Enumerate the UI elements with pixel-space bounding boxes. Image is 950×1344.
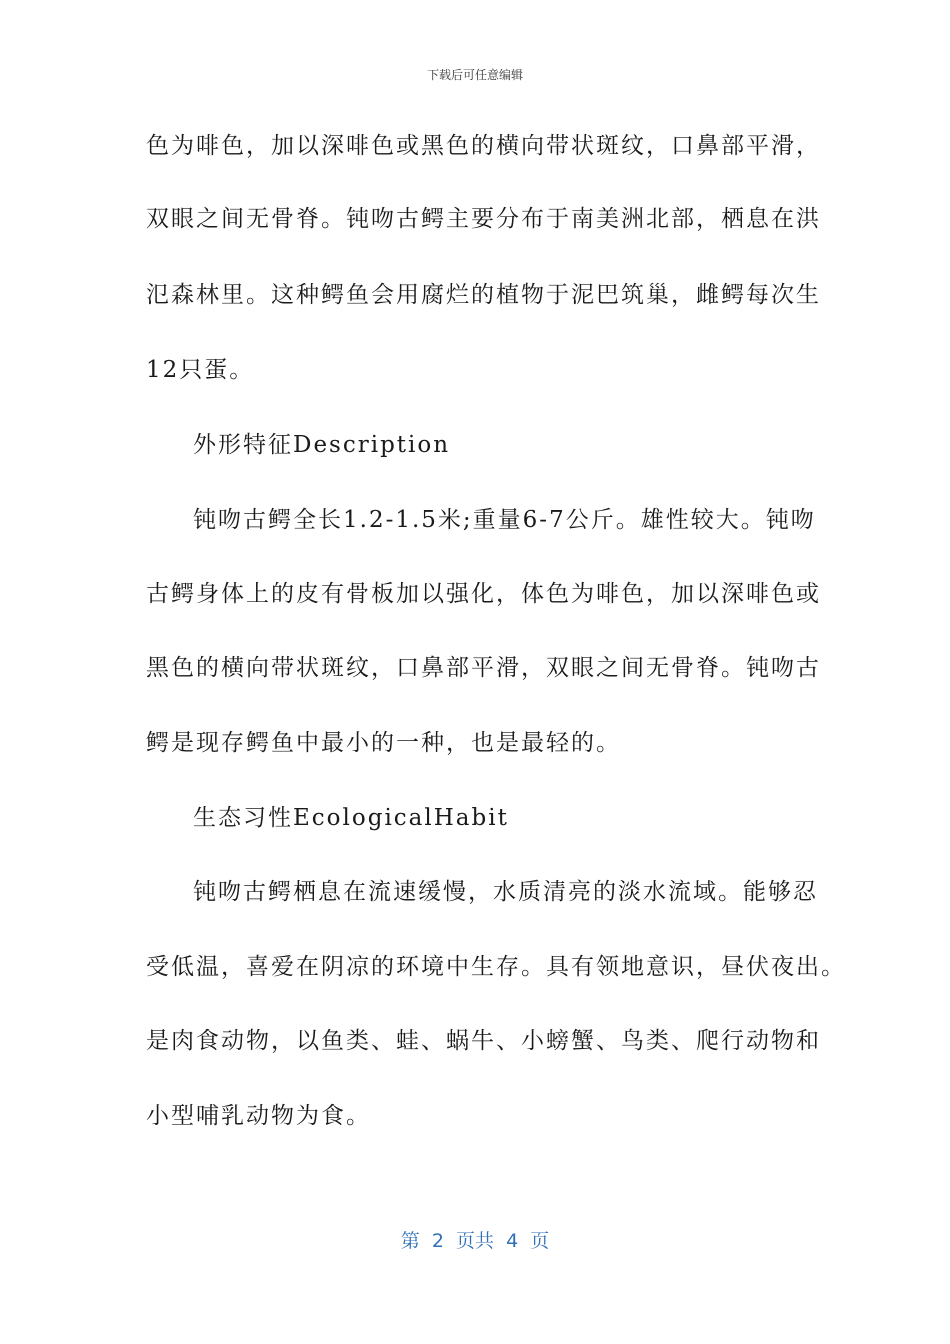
paragraph-line: 双眼之间无骨脊。钝吻古鳄主要分布于南美洲北部，栖息在洪 (146, 206, 821, 232)
paragraph-line: 鳄是现存鳄鱼中最小的一种，也是最轻的。 (146, 730, 621, 756)
paragraph-line: 12只蛋。 (146, 357, 255, 383)
page-footer: 第 2 页共 4 页 (400, 1230, 550, 1252)
page-header: 下载后可任意编辑 (426, 68, 523, 82)
paragraph-line: 受低温，喜爱在阴凉的环境中生存。具有领地意识，昼伏夜出。 (146, 954, 846, 980)
paragraph-line: 钝吻古鳄全长1.2-1.5米;重量6-7公斤。雄性较大。钝吻 (193, 507, 816, 533)
paragraph-line: 古鳄身体上的皮有骨板加以强化，体色为啡色，加以深啡色或 (146, 581, 821, 607)
paragraph-line: 色为啡色，加以深啡色或黑色的横向带状斑纹，口鼻部平滑， (146, 133, 821, 159)
paragraph-line: 小型哺乳动物为食。 (146, 1103, 371, 1129)
paragraph-line: 钝吻古鳄栖息在流速缓慢，水质清亮的淡水流域。能够忍 (193, 879, 818, 905)
section-heading-description: 外形特征Description (193, 432, 451, 458)
paragraph-line: 是肉食动物，以鱼类、蛙、蜗牛、小螃蟹、鸟类、爬行动物和 (146, 1028, 821, 1054)
paragraph-line: 氾森林里。这种鳄鱼会用腐烂的植物于泥巴筑巢，雌鳄每次生 (146, 282, 821, 308)
paragraph-line: 黑色的横向带状斑纹，口鼻部平滑，双眼之间无骨脊。钝吻古 (146, 655, 821, 681)
section-heading-habit: 生态习性EcologicalHabit (193, 805, 509, 831)
